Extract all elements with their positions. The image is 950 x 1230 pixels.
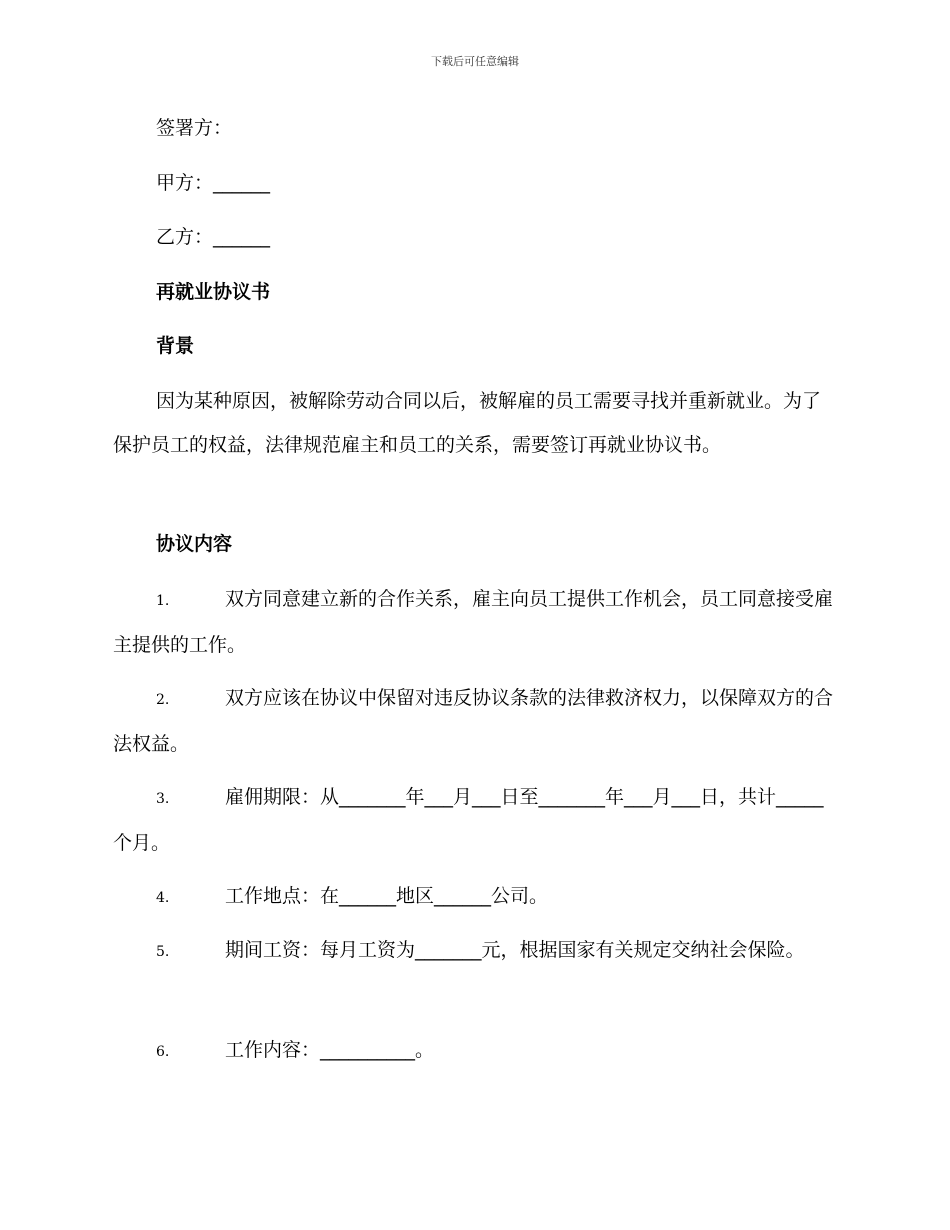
item-text: 工作地点：在______地区______公司。 bbox=[225, 885, 549, 907]
item-text: 双方应该在协议中保留对违反协议条款的法律救济权力，以保障双方的合法权益。 bbox=[113, 687, 834, 755]
item-number: 5. bbox=[156, 944, 170, 960]
item-number: 6. bbox=[156, 1044, 170, 1060]
agreement-item-5 bbox=[113, 928, 833, 974]
item-text: 双方同意建立新的合作关系，雇主向员工提供工作机会，员工同意接受雇主提供的工作。 bbox=[113, 588, 834, 656]
header-note: 下载后可任意编辑 bbox=[431, 55, 519, 68]
agreement-heading: 协议内容 bbox=[156, 533, 233, 555]
party-a-line: 甲方：______ bbox=[156, 172, 271, 194]
item-number: 3. bbox=[156, 791, 170, 807]
document-title: 再就业协议书 bbox=[156, 281, 271, 303]
signatories-label: 签署方： bbox=[156, 117, 233, 139]
agreement-item-1 bbox=[113, 577, 833, 667]
item-number: 4. bbox=[156, 890, 170, 906]
item-text: 工作内容：__________。 bbox=[225, 1039, 435, 1061]
background-text: 因为某种原因，被解除劳动合同以后，被解雇的员工需要寻找并重新就业。为了保护员工的权益，法律规范雇主和员工的关系，需要签订再就业协议书。 bbox=[113, 390, 822, 456]
agreement-item-3 bbox=[113, 775, 833, 865]
agreement-item-2 bbox=[113, 676, 833, 766]
agreement-item-6 bbox=[113, 1028, 833, 1074]
party-b-line: 乙方：______ bbox=[156, 226, 271, 248]
item-text: 期间工资：每月工资为_______元，根据国家有关规定交纳社会保险。 bbox=[225, 939, 805, 961]
agreement-item-4 bbox=[113, 874, 833, 920]
item-number: 2. bbox=[156, 692, 170, 708]
background-heading: 背景 bbox=[156, 335, 195, 357]
item-text: 雇佣期限：从_______年___月___日至_______年___月___日，共计_____个月。 bbox=[113, 786, 824, 854]
item-number: 1. bbox=[156, 593, 170, 609]
